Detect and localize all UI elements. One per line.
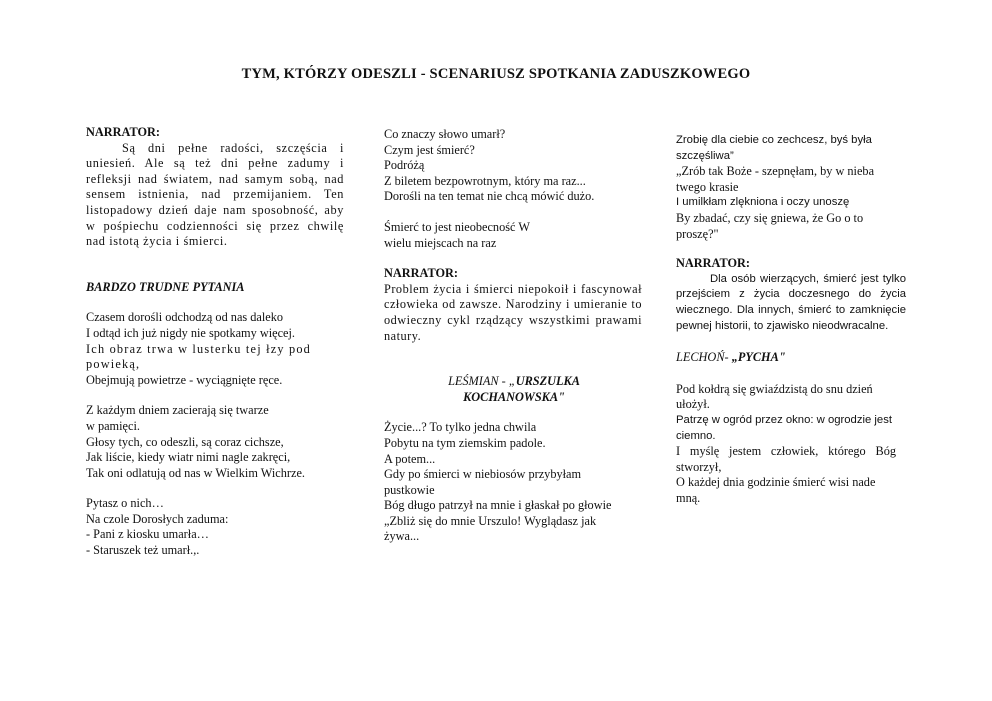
- poem-line: Z biletem bezpowrotnym, który ma raz...: [384, 173, 586, 188]
- poem-line: Co znaczy słowo umarł?: [384, 127, 506, 141]
- poem-line: Głosy tych, co odeszli, są coraz cichsze,: [86, 434, 284, 449]
- poem-line: Pobytu na tym ziemskim padole.: [384, 435, 546, 450]
- poem-line: Gdy po śmierci w niebiosów przybyłam pustkowie: [384, 467, 582, 497]
- poem-line: w pamięci.: [86, 418, 140, 433]
- poem-title: [676, 350, 906, 366]
- column-3: [676, 133, 906, 506]
- narrator-text: Dla osób wierzących, śmierć jest tylko przejściem z życia doczesnego do życia wiecznego. Dla innych, śmierć to zamknięcie pewnej historii, to zjawisko nieodwracalne.: [676, 272, 906, 332]
- poem-line: wielu miejscach na raz: [384, 235, 497, 250]
- poem-line: Pod kołdrą się gwiaździstą do snu dzień ułożył.: [676, 381, 873, 412]
- section-title: BARDZO TRUDNE PYTANIA: [86, 279, 245, 294]
- narrator-label: NARRATOR:: [86, 125, 161, 139]
- narrator-intro: Są dni pełne radości, szczęścia i uniesień. Ale są też dni pełne zadumy i refleksji nad światem, nad samym sobą, nad sensem istnienia, nad przemijaniem. Ten listopadowy dzień daje nam sposobność, aby w pośpiechu codzienności się przez chwilę nad istotą życia i śmierci.: [86, 140, 344, 249]
- poem-line: „Zbliż się do mnie Urszulo! Wyglądasz jak żywa...: [384, 513, 597, 544]
- stanza: [384, 127, 642, 205]
- poem-line: Życie...? To tylko jedna chwila: [384, 420, 537, 435]
- poem-line: Z każdym dniem zacierają się twarze: [86, 403, 269, 418]
- narrator-label: NARRATOR:: [384, 266, 459, 281]
- poem-line: Jak liście, kiedy wiatr nimi nagle zakręci,: [86, 450, 291, 465]
- stanza: [384, 220, 642, 251]
- narrator-text: Problem życia i śmierci niepokoił i fascynował człowieka od zawsze. Narodziny i umieranie to odwieczny cykl rządzący wszystkimi prawami natury.: [384, 281, 642, 343]
- poem-line: Zrobię dla ciebie co zechcesz, byś była szczęśliwa”: [676, 134, 872, 162]
- poem-author: LEŚMIAN - „: [448, 374, 516, 389]
- poem-line: I myślę jestem człowiek, którego Bóg stworzył,: [676, 444, 896, 474]
- page-title: TYM, KTÓRZY ODESZLI - SCENARIUSZ SPOTKANIA ZADUSZKOWEGO: [241, 66, 751, 82]
- poem-line: Patrzę w ogród przez okno: w ogrodzie jest ciemno.: [676, 413, 893, 442]
- poem-line: Czym jest śmierć?: [384, 142, 475, 157]
- stanza: [86, 310, 344, 388]
- poem-line: Obejmują powietrze - wyciągnięte ręce.: [86, 372, 283, 387]
- poem-line: I umilkłam zlękniona i oczy unoszę: [676, 196, 850, 209]
- poem-line: A potem...: [384, 451, 436, 466]
- poem-line: O każdej dnia godzinie śmierć wisi nade mną.: [676, 475, 876, 505]
- poem-line: Śmierć to jest nieobecność W: [384, 219, 530, 234]
- poem-line: „Zrób tak Boże - szepnęłam, by w nieba twego krasie: [676, 164, 875, 194]
- poem-line: - Pani z kiosku umarła…: [86, 527, 209, 542]
- column-2: [384, 127, 642, 545]
- narrator-label: NARRATOR:: [676, 256, 751, 271]
- poem-line: Bóg długo patrzył na mnie i głaskał po głowie: [384, 498, 612, 513]
- poem-line: By zbadać, czy się gniewa, że Go o to proszę?": [676, 210, 864, 241]
- poem-author: LECHOŃ-: [676, 350, 732, 365]
- poem-line: - Staruszek też umarł.,.: [86, 543, 200, 558]
- poem-line: Dorośli na ten temat nie chcą mówić dużo.: [384, 189, 595, 204]
- poem-line: Czasem dorośli odchodzą od nas daleko: [86, 310, 284, 325]
- poem-line: Podróżą: [384, 158, 425, 173]
- poem-line: I odtąd ich już nigdy nie spotkamy więcej.: [86, 325, 295, 340]
- poem-line: Ich obraz trwa w lusterku tej łzy pod powieką,: [86, 341, 312, 372]
- stanza: [384, 420, 612, 545]
- poem-line: Na czole Dorosłych zaduma:: [86, 511, 229, 526]
- poem-title: [414, 374, 614, 405]
- stanza: [86, 403, 344, 481]
- poem-line: Pytasz o nich…: [86, 496, 164, 511]
- stanza: [676, 382, 896, 507]
- poem-title-text: URSZULKA KOCHANOWSKA": [463, 374, 580, 404]
- stanza: [676, 133, 906, 242]
- column-1: [86, 125, 344, 559]
- poem-line: Tak oni odlatują od nas w Wielkim Wichrze.: [86, 465, 305, 480]
- poem-title-text: „PYCHA": [731, 350, 786, 365]
- stanza: [86, 496, 344, 558]
